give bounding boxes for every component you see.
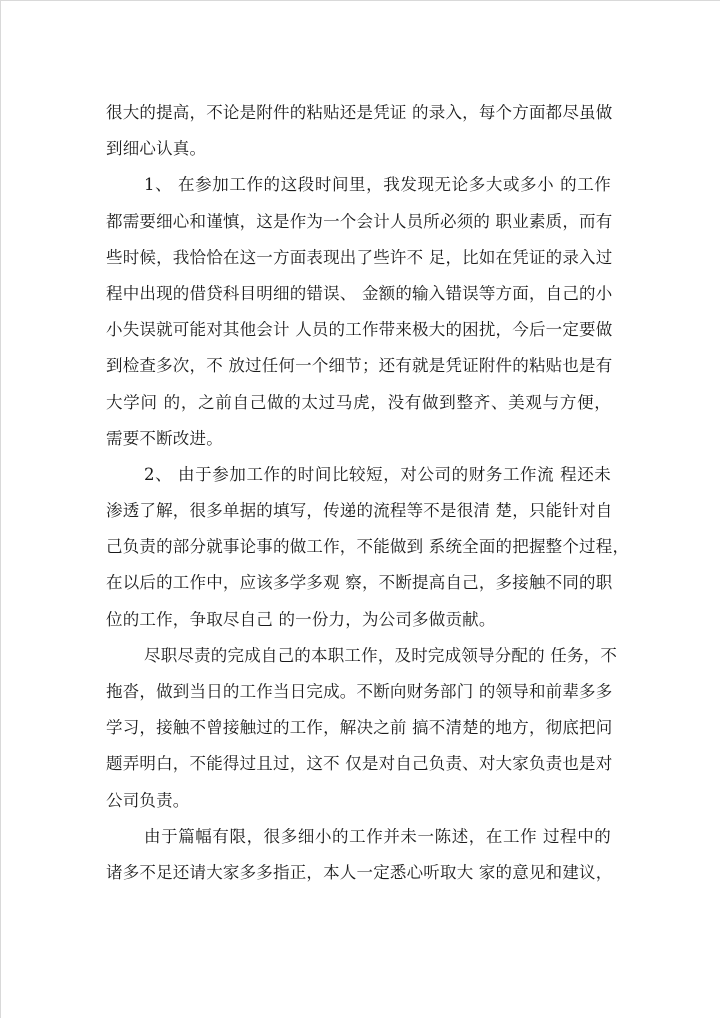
text-line: 到细心认真。 bbox=[106, 139, 207, 159]
text-line: 2、 由于参加工作的时间比较短，对公司的财务工作流 程还未 bbox=[144, 464, 611, 484]
paragraph-2 bbox=[106, 457, 630, 638]
text-line: 尽职尽责的完成自己的本职工作，及时完成领导分配的 任务，不 bbox=[144, 645, 618, 665]
text-line: 由于篇幅有限，很多细小的工作并未一陈述，在工作 过程中的 bbox=[144, 826, 611, 846]
text-line: 大学问 的，之前自己做的太过马虎，没有做到整齐、美观与方便， bbox=[106, 392, 611, 412]
text-line: 很大的提高，不论是附件的粘贴还是凭证 的录入，每个方面都尽虽做 bbox=[106, 103, 613, 122]
text-line: 到检查多次，不 放过任何一个细节；还有就是凭证附件的粘贴也是有 bbox=[106, 356, 613, 376]
text-line: 己负责的部分就事论事的做工作，不能做到 系统全面的把握整个过程， bbox=[106, 537, 630, 557]
text-line: 在以后的工作中，应该多学多观 察，不断提高自己，多接触不同的职 bbox=[106, 573, 613, 593]
text-line: 都需要细心和谨慎，这是作为一个会计人员所必须的 职业素质，而有 bbox=[106, 211, 613, 231]
text-line: 题弄明白，不能得过且过，这不 仅是对自己负责、对大家负责也是对 bbox=[106, 754, 613, 774]
document-body bbox=[106, 95, 630, 891]
text-line: 拖沓，做到当日的工作当日完成。不断向财务部门 的领导和前辈多多 bbox=[106, 682, 613, 701]
text-line: 位的工作，争取尽自己 的一份力，为公司多做贡献。 bbox=[106, 609, 496, 629]
paragraph-1 bbox=[106, 167, 611, 457]
paragraph-3 bbox=[106, 638, 618, 819]
text-line: 诸多不足还请大家多多指正，本人一定悉心听取大 家的意见和建议， bbox=[106, 862, 613, 882]
text-line: 渗透了解，很多单据的填写，传递的流程等不是很清 楚，只能针对自 bbox=[106, 501, 613, 521]
text-line: 1、 在参加工作的这段时间里，我发现无论多大或多小 的工作 bbox=[144, 175, 611, 195]
paragraph-4 bbox=[106, 819, 611, 891]
text-line: 学习，接触不曾接触过的工作，解决之前 搞不清楚的地方，彻底把问 bbox=[106, 718, 613, 738]
text-line: 小失误就可能对其他会计 人员的工作带来极大的困扰，今后一定要做 bbox=[106, 320, 613, 340]
text-line: 需要不断改进。 bbox=[106, 428, 223, 448]
text-line: 公司负责。 bbox=[106, 790, 190, 810]
text-line: 些时候，我恰恰在这一方面表现出了些许不 足，比如在凭证的录入过 bbox=[106, 247, 613, 267]
text-line: 程中出现的借贷科目明细的错误、 金额的输入错误等方面，自己的小 bbox=[106, 283, 613, 303]
paragraph-0 bbox=[106, 95, 611, 167]
